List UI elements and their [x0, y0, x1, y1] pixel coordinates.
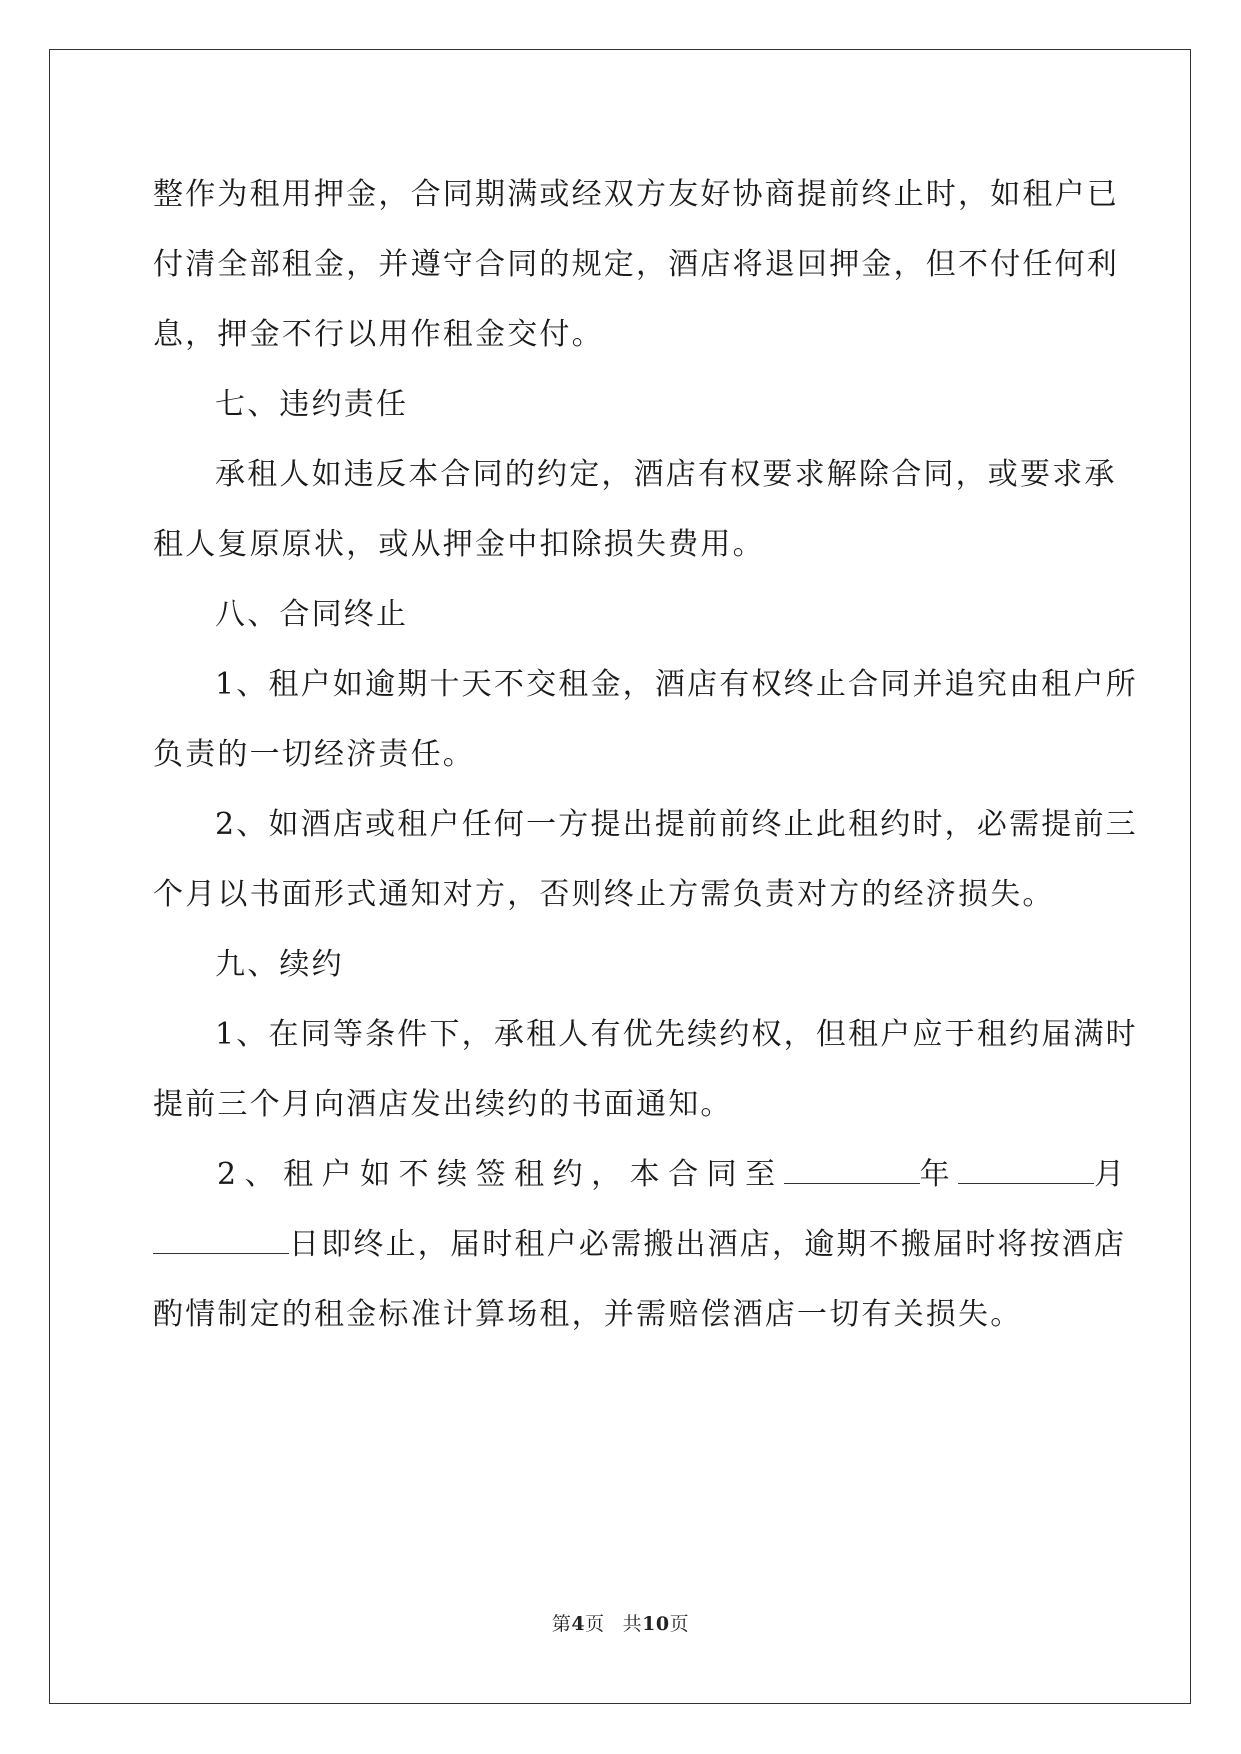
text-line: 提前三个月向酒店发出续约的书面通知。	[153, 1087, 733, 1122]
text-line: 酌情制定的租金标准计算场租，并需赔偿酒店一切有关损失。	[153, 1297, 1023, 1332]
paragraph-termination-1	[153, 650, 1138, 790]
text-line: 息，押金不行以用作租金交付。	[153, 317, 604, 352]
paragraph-renewal-2	[153, 1140, 1133, 1350]
text-line: 个月以书面形式通知对方，否则终止方需负责对方的经济损失。	[153, 877, 1055, 912]
month-blank[interactable]	[958, 1157, 1094, 1184]
page-unit: 页	[585, 1613, 605, 1635]
text-line: 承租人如违反本合同的约定，酒店有权要求解除合同，或要求承	[215, 457, 1117, 492]
clause-text: 日即终止，届时租户必需搬出酒店，逾期不搬届时将按酒店	[289, 1227, 1127, 1262]
year-label: 年	[919, 1157, 959, 1192]
total-prefix: 共	[622, 1613, 643, 1635]
paragraph-breach	[153, 440, 1117, 580]
total-pages: 10	[642, 1613, 670, 1635]
clause-text: 2、租户如不续签租约，本合同至	[217, 1157, 784, 1192]
text-line: 租人复原原状，或从押金中扣除损失费用。	[153, 527, 765, 562]
month-label: 月	[1094, 1157, 1133, 1192]
page-prefix: 第	[551, 1613, 572, 1635]
text-line: 整作为租用押金，合同期满或经双方友好协商提前终止时，如租户已	[153, 177, 1119, 212]
page-footer	[0, 1612, 1241, 1636]
heading-text: 九、续约	[215, 947, 344, 982]
text-line	[153, 1210, 1127, 1280]
section-heading-renewal	[153, 930, 1093, 1000]
text-line: 1、在同等条件下，承租人有优先续约权，但租户应于租约届满时	[215, 1017, 1138, 1052]
section-heading-breach	[153, 370, 1093, 440]
heading-text: 七、违约责任	[215, 387, 409, 422]
heading-text: 八、合同终止	[215, 597, 409, 632]
text-line	[153, 1140, 1133, 1210]
text-line: 负责的一切经济责任。	[153, 737, 475, 772]
text-line: 1、租户如逾期十天不交租金，酒店有权终止合同并追究由租户所	[215, 667, 1138, 702]
year-blank[interactable]	[784, 1157, 920, 1184]
paragraph-renewal-1	[153, 1000, 1138, 1140]
section-heading-termination	[153, 580, 1093, 650]
paragraph-deposit	[153, 160, 1119, 370]
text-line: 付清全部租金，并遵守合同的规定，酒店将退回押金，但不付任何利	[153, 247, 1119, 282]
document-body	[153, 160, 1138, 1350]
day-blank[interactable]	[153, 1227, 289, 1254]
page-number: 4	[571, 1613, 586, 1635]
text-line: 2、如酒店或租户任何一方提出提前前终止此租约时，必需提前三	[215, 807, 1138, 842]
total-unit: 页	[669, 1613, 690, 1635]
paragraph-termination-2	[153, 790, 1138, 930]
